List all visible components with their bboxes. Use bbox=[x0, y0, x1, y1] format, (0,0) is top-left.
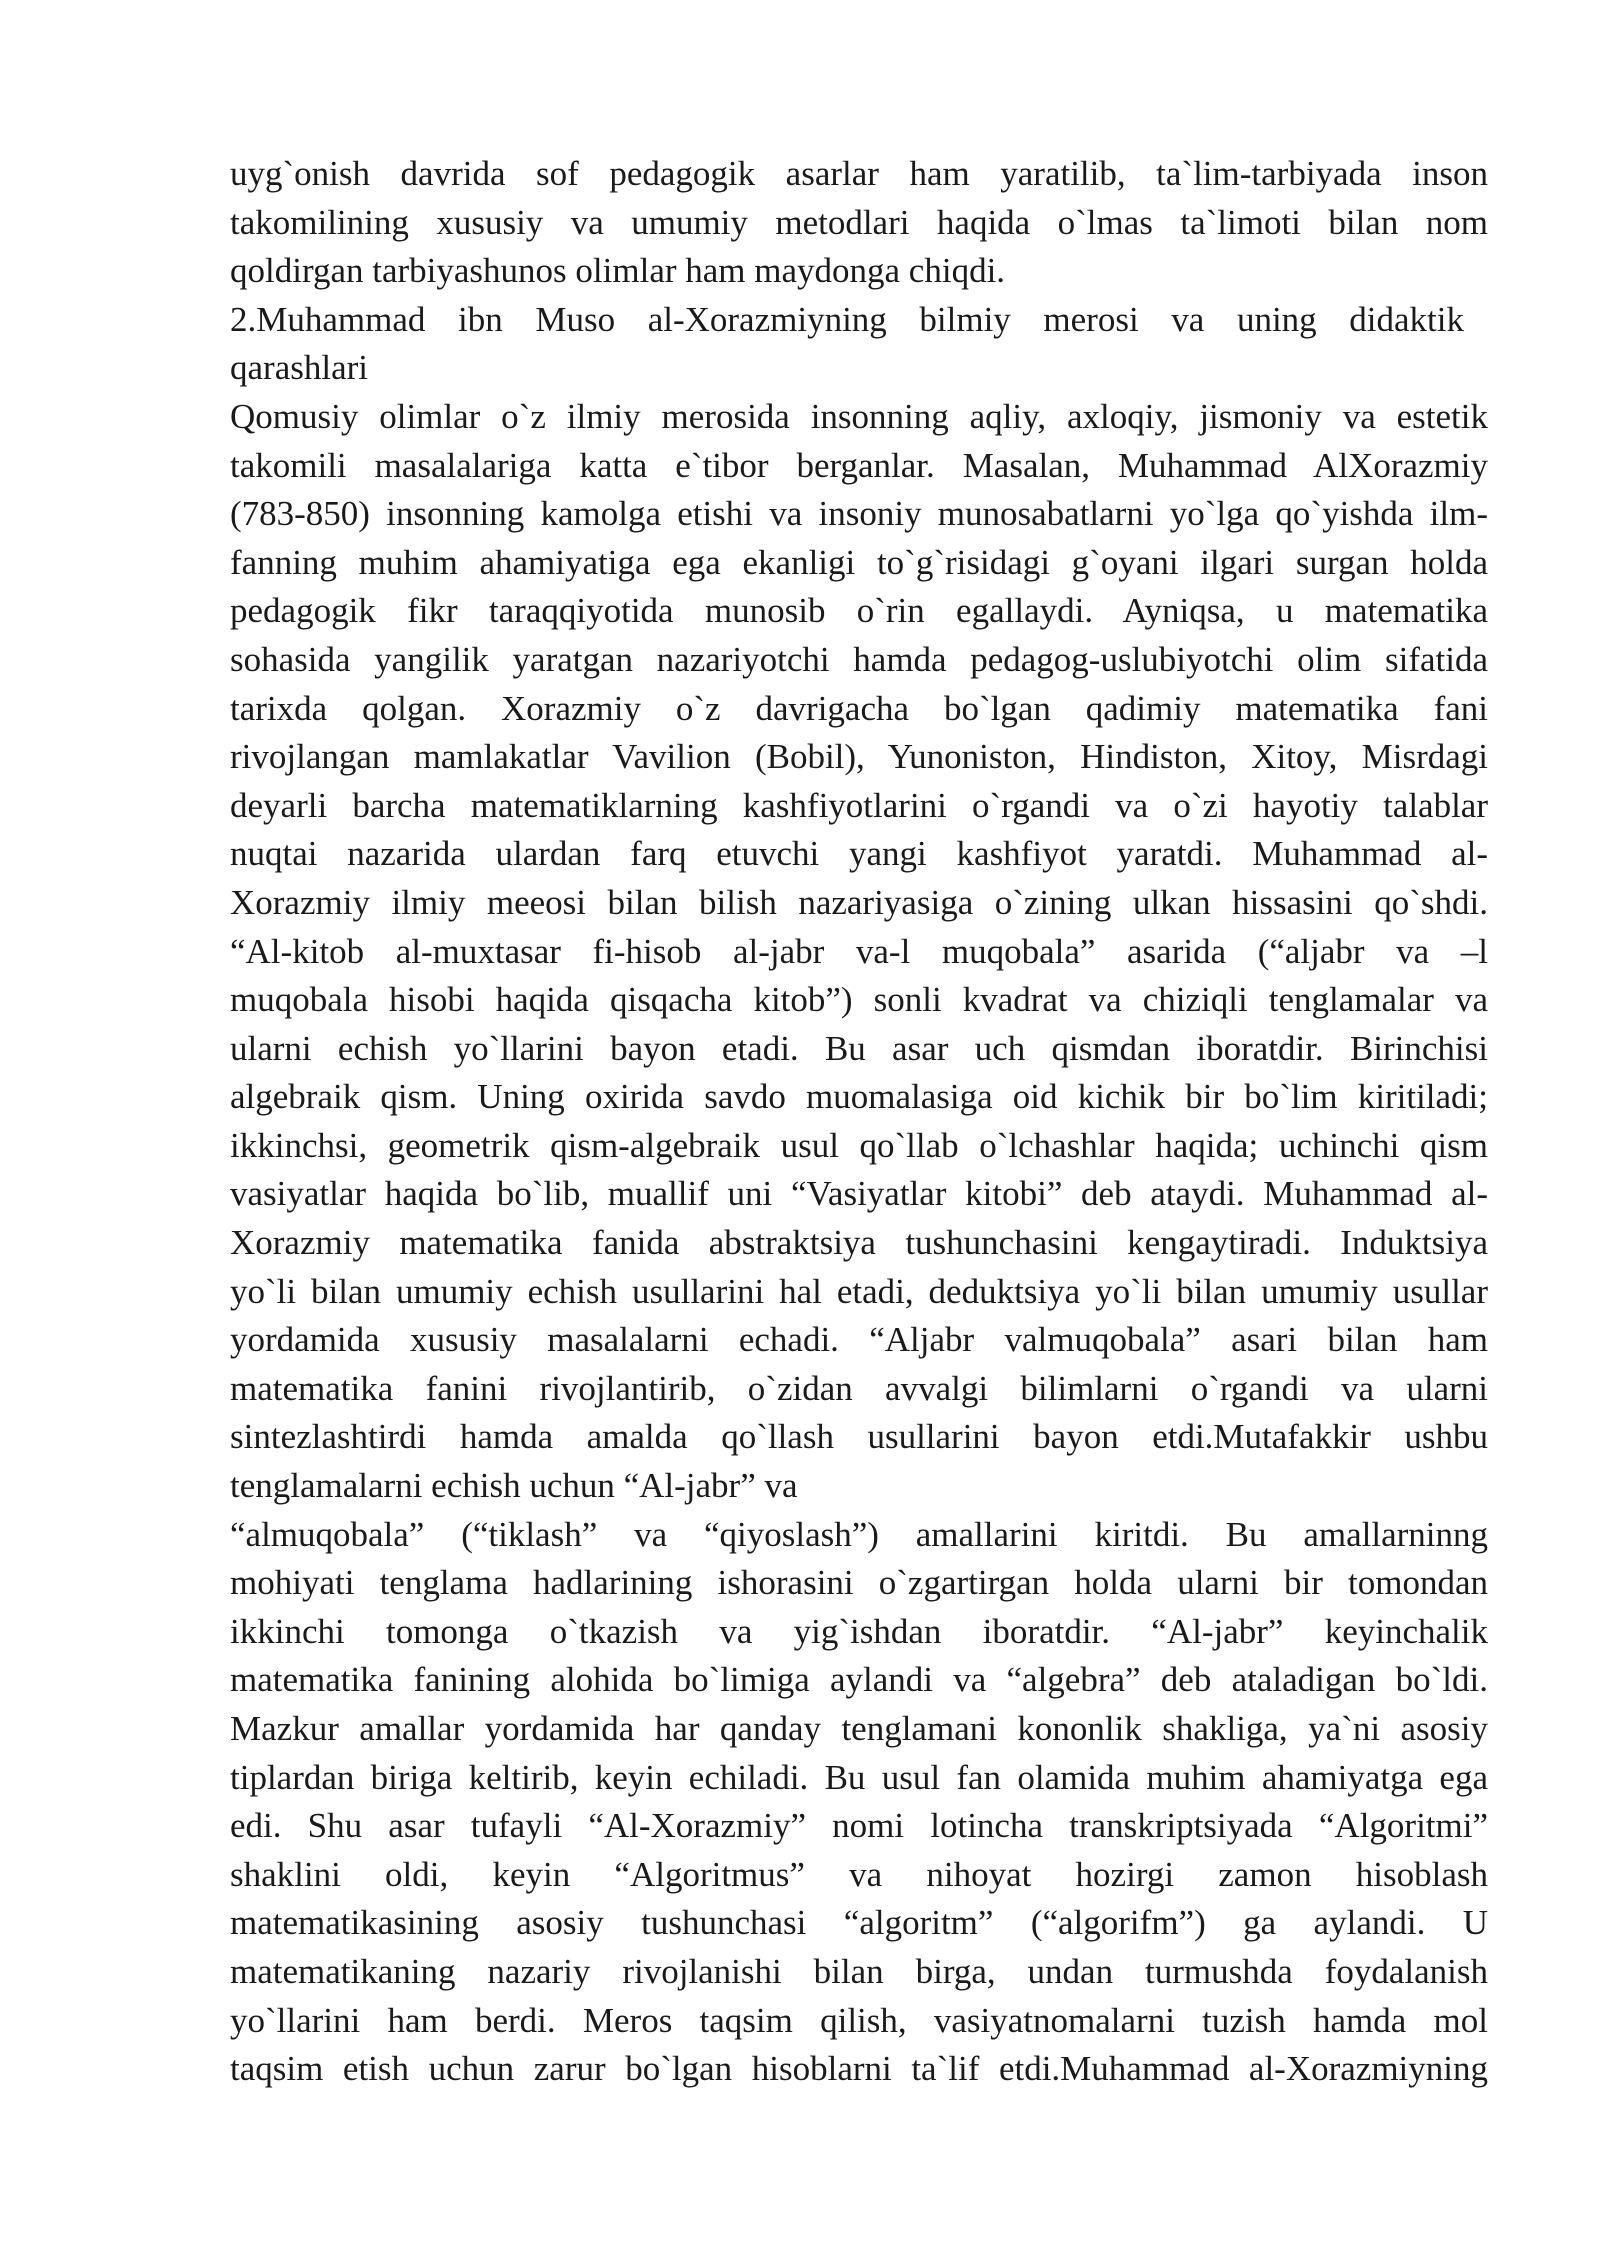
document-body bbox=[230, 150, 1488, 2094]
text-line: edi. Shu asar tufayli “Al-Xorazmiy” nomi lotincha transkriptsiyada “Algoritmi” bbox=[230, 1806, 1488, 1846]
text-line: muqobala hisobi haqida qisqacha kitob”) sonli kvadrat va chiziqli tenglamalar va bbox=[230, 980, 1488, 1020]
text-line: rivojlangan mamlakatlar Vavilion (Bobil), Yunoniston, Hindiston, Xitoy, Misrdagi bbox=[230, 737, 1488, 777]
section-heading-line: 2.Muhammad ibn Muso al-Xorazmiyning bilmiy merosi va uning didaktik bbox=[230, 299, 1464, 339]
text-line: matematika fanini rivojlantirib, o`zidan avvalgi bilimlarni o`rgandi va ularni bbox=[230, 1368, 1488, 1408]
text-line: uyg`onish davrida sof pedagogik asarlar ham yaratilib, ta`lim-tarbiyada inson bbox=[230, 154, 1488, 193]
section-heading bbox=[230, 296, 1488, 393]
text-line: matematikasining asosiy tushunchasi “algoritm” (“algorifm”) ga aylandi. U bbox=[230, 1903, 1488, 1943]
text-line: shaklini oldi, keyin “Algoritmus” va nihoyat hozirgi zamon hisoblash bbox=[230, 1854, 1488, 1894]
text-line: ikkinchsi, geometrik qism-algebraik usul qo`llab o`lchashlar haqida; uchinchi qism bbox=[230, 1125, 1488, 1165]
body-paragraph bbox=[230, 1511, 1488, 2094]
text-line: takomilining xususiy va umumiy metodlari haqida o`lmas ta`limoti bilan nom bbox=[230, 202, 1488, 242]
text-line: matematikaning nazariy rivojlanishi bilan birga, undan turmushda foydalanish bbox=[230, 1951, 1488, 1991]
text-line: pedagogik fikr taraqqiyotida munosib o`rin egallaydi. Ayniqsa, u matematika bbox=[230, 591, 1488, 631]
text-line: Mazkur amallar yordamida har qanday tenglamani kononlik shakliga, ya`ni asosiy bbox=[230, 1709, 1488, 1748]
text-line: yordamida xususiy masalalarni echadi. “Aljabr valmuqobala” asari bilan ham bbox=[230, 1320, 1488, 1360]
text-line: matematika fanining alohida bo`limiga aylandi va “algebra” deb ataladigan bo`ldi. bbox=[230, 1660, 1488, 1700]
text-line: vasiyatlar haqida bo`lib, muallif uni “Vasiyatlar kitobi” deb ataydi. Muhammad al- bbox=[230, 1174, 1488, 1214]
text-line: Xorazmiy ilmiy meeosi bilan bilish nazariyasiga o`zining ulkan hissasini qo`shdi. bbox=[230, 882, 1488, 922]
text-line: qoldirgan tarbiyashunos olimlar ham maydonga chiqdi. bbox=[230, 251, 1006, 291]
text-line: nuqtai nazarida ulardan farq etuvchi yangi kashfiyot yaratdi. Muhammad al- bbox=[230, 834, 1488, 874]
text-line: “almuqobala” (“tiklash” va “qiyoslash”) amallarini kiritdi. Bu amallarninng bbox=[230, 1514, 1488, 1554]
text-line: deyarli barcha matematiklarning kashfiyotlarini o`rgandi va o`zi hayotiy talablar bbox=[230, 785, 1488, 825]
text-line: yo`li bilan umumiy echish usullarini hal etadi, deduktsiya yo`li bilan umumiy usullar bbox=[230, 1271, 1488, 1311]
text-line: tarixda qolgan. Xorazmiy o`z davrigacha bo`lgan qadimiy matematika fani bbox=[230, 688, 1488, 728]
text-line: sintezlashtirdi hamda amalda qo`llash usullarini bayon etdi.Mutafakkir ushbu bbox=[230, 1417, 1488, 1457]
text-line: fanning muhim ahamiyatiga ega ekanligi to`g`risidagi g`oyani ilgari surgan holda bbox=[230, 542, 1488, 582]
text-line: (783-850) insonning kamolga etishi va insoniy munosabatlarni yo`lga qo`yishda ilm- bbox=[230, 494, 1488, 534]
text-line: takomili masalalariga katta e`tibor berganlar. Masalan, Muhammad AlXorazmiy bbox=[230, 445, 1488, 485]
section-heading-line: qarashlari bbox=[230, 348, 368, 388]
text-line: tiplardan biriga keltirib, keyin echiladi. Bu usul fan olamida muhim ahamiyatga ega bbox=[230, 1757, 1488, 1797]
text-line: ikkinchi tomonga o`tkazish va yig`ishdan iboratdir. “Al-jabr” keyinchalik bbox=[230, 1611, 1488, 1651]
text-line: ularni echish yo`llarini bayon etadi. Bu asar uch qismdan iboratdir. Birinchisi bbox=[230, 1028, 1488, 1068]
text-line: Xorazmiy matematika fanida abstraktsiya tushunchasini kengaytiradi. Induktsiya bbox=[230, 1223, 1488, 1263]
text-line: algebraik qism. Uning oxirida savdo muomalasiga oid kichik bir bo`lim kiritiladi; bbox=[230, 1077, 1488, 1117]
text-line: taqsim etish uchun zarur bo`lgan hisoblarni ta`lif etdi.Muhammad al-Xorazmiyning bbox=[230, 2049, 1488, 2089]
text-line: tenglamalarni echish uchun “Al-jabr” va bbox=[230, 1466, 798, 1506]
intro-paragraph bbox=[230, 150, 1488, 296]
body-paragraph bbox=[230, 393, 1488, 1511]
text-line: Qomusiy olimlar o`z ilmiy merosida insonning aqliy, axloqiy, jismoniy va estetik bbox=[230, 396, 1488, 436]
text-line: mohiyati tenglama hadlarining ishorasini o`zgartirgan holda ularni bir tomondan bbox=[230, 1563, 1488, 1603]
text-line: sohasida yangilik yaratgan nazariyotchi hamda pedagog-uslubiyotchi olim sifatida bbox=[230, 639, 1488, 679]
text-line: yo`llarini ham berdi. Meros taqsim qilish, vasiyatnomalarni tuzish hamda mol bbox=[230, 2000, 1488, 2040]
text-line: “Al-kitob al-muxtasar fi-hisob al-jabr va-l muqobala” asarida (“aljabr va –l bbox=[230, 931, 1488, 971]
